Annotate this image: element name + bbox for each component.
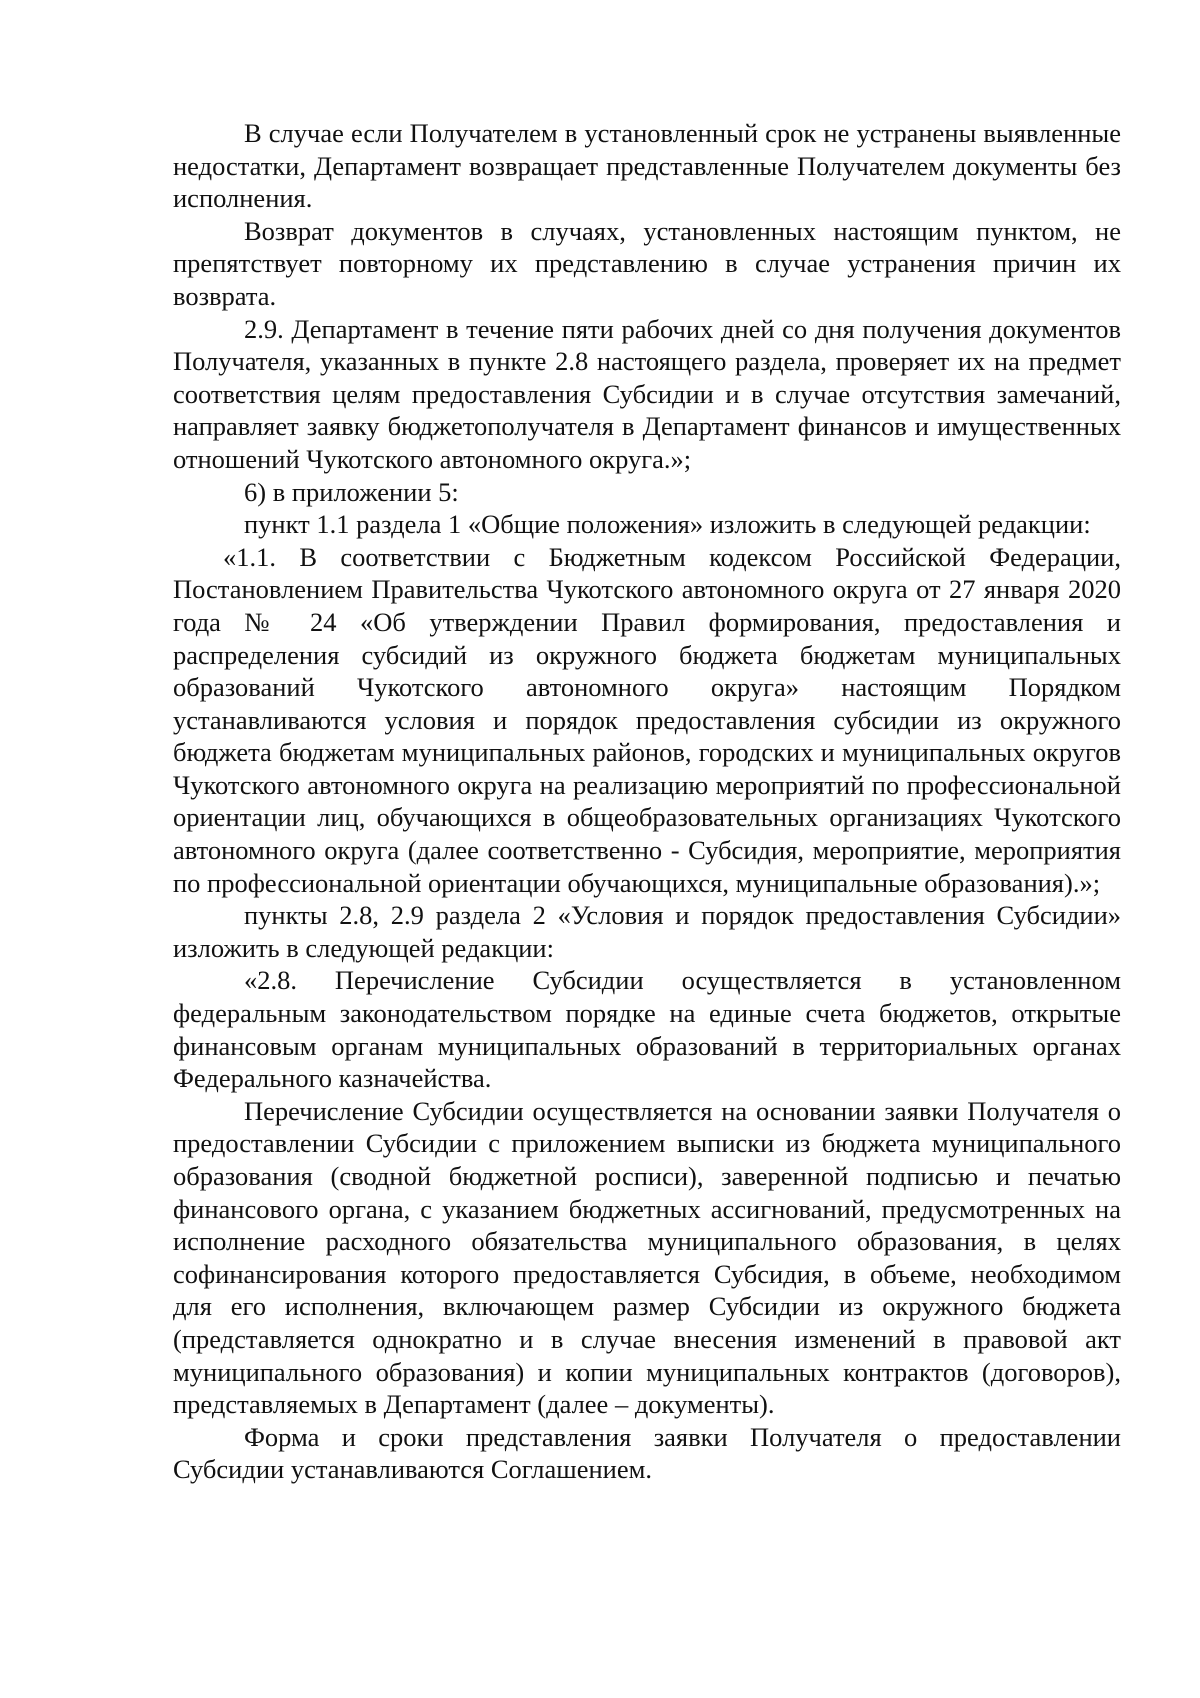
paragraph-clause-1-1: «1.1. В соответствии с Бюджетным кодексом Российской Федерации, Постановлением Правительства Чукотского автономного округа от 27 января 2020 года № 24 «Об утверждении Правил формирования, предоставления и распределения субсидий из окружного бюджета бюджетам муниципальных образований Чукотского автономного округа» настоящим Порядком устанавливаются условия и порядок предоставления субсидии из окружного бюджета бюджетам муниципальных районов, городских и муниципальных округов Чукотского автономного округа на реализацию мероприятий по профессиональной ориентации лиц, обучающихся в общеобразовательных организациях Чукотского автономного округа (далее соответственно - Субсидия, мероприятие, мероприятия по профессиональной ориентации обучающихся, муниципальные образования).»;	[173, 541, 1121, 898]
paragraph-transfer-basis: Перечисление Субсидии осуществляется на основании заявки Получателя о предоставлении Субсидии с приложением выписки из бюджета муниципального образования (сводной бюджетной росписи), заверенной подписью и печатью финансового органа, с указанием бюджетных ассигнований, предусмотренных на исполнение расходного обязательства муниципального образования, в целях софинансирования которого предоставляется Субсидия, в объеме, необходимом для его исполнения, включающем размер Субсидии из окружного бюджета (представляется однократно и в случае внесения изменений в правовой акт муниципального образования) и копии муниципальных контрактов (договоров), представляемых в Департамент (далее – документы).	[173, 1095, 1121, 1420]
paragraph-appendix-5: 6) в приложении 5:	[244, 476, 459, 507]
paragraph-clauses-2-8-2-9-intro: пункты 2.8, 2.9 раздела 2 «Условия и порядок предоставления Субсидии» изложить в следующей редакции:	[173, 900, 1121, 963]
paragraph-return-not-preventing: Возврат документов в случаях, установленных настоящим пунктом, не препятствует повторному их представлению в случае устранения причин их возврата.	[173, 215, 1121, 311]
paragraph-clause-2-8: «2.8. Перечисление Субсидии осуществляется в установленном федеральным законодательством порядке на единые счета бюджетов, открытые финансовым органам муниципальных образований в территориальных органах Федерального казначейства.	[173, 965, 1121, 1094]
paragraph-form-and-terms: Форма и сроки представления заявки Получателя о предоставлении Субсидии устанавливаются Соглашением.	[173, 1421, 1121, 1485]
paragraph-clause-2-9: 2.9. Департамент в течение пяти рабочих дней со дня получения документов Получателя, указанных в пункте 2.8 настоящего раздела, проверяет их на предмет соответствия целям предоставления Субсидии и в случае отсутствия замечаний, направляет заявку бюджетополучателя в Департамент финансов и имущественных отношений Чукотского автономного округа.»;	[173, 313, 1121, 474]
paragraph-return-unresolved: В случае если Получателем в установленный срок не устранены выявленные недостатки, Департамент возвращает представленные Получателем документы без исполнения.	[173, 118, 1121, 214]
document-page	[173, 117, 1121, 1486]
paragraph-clause-1-1-intro: пункт 1.1 раздела 1 «Общие положения» изложить в следующей редакции:	[244, 509, 1091, 540]
